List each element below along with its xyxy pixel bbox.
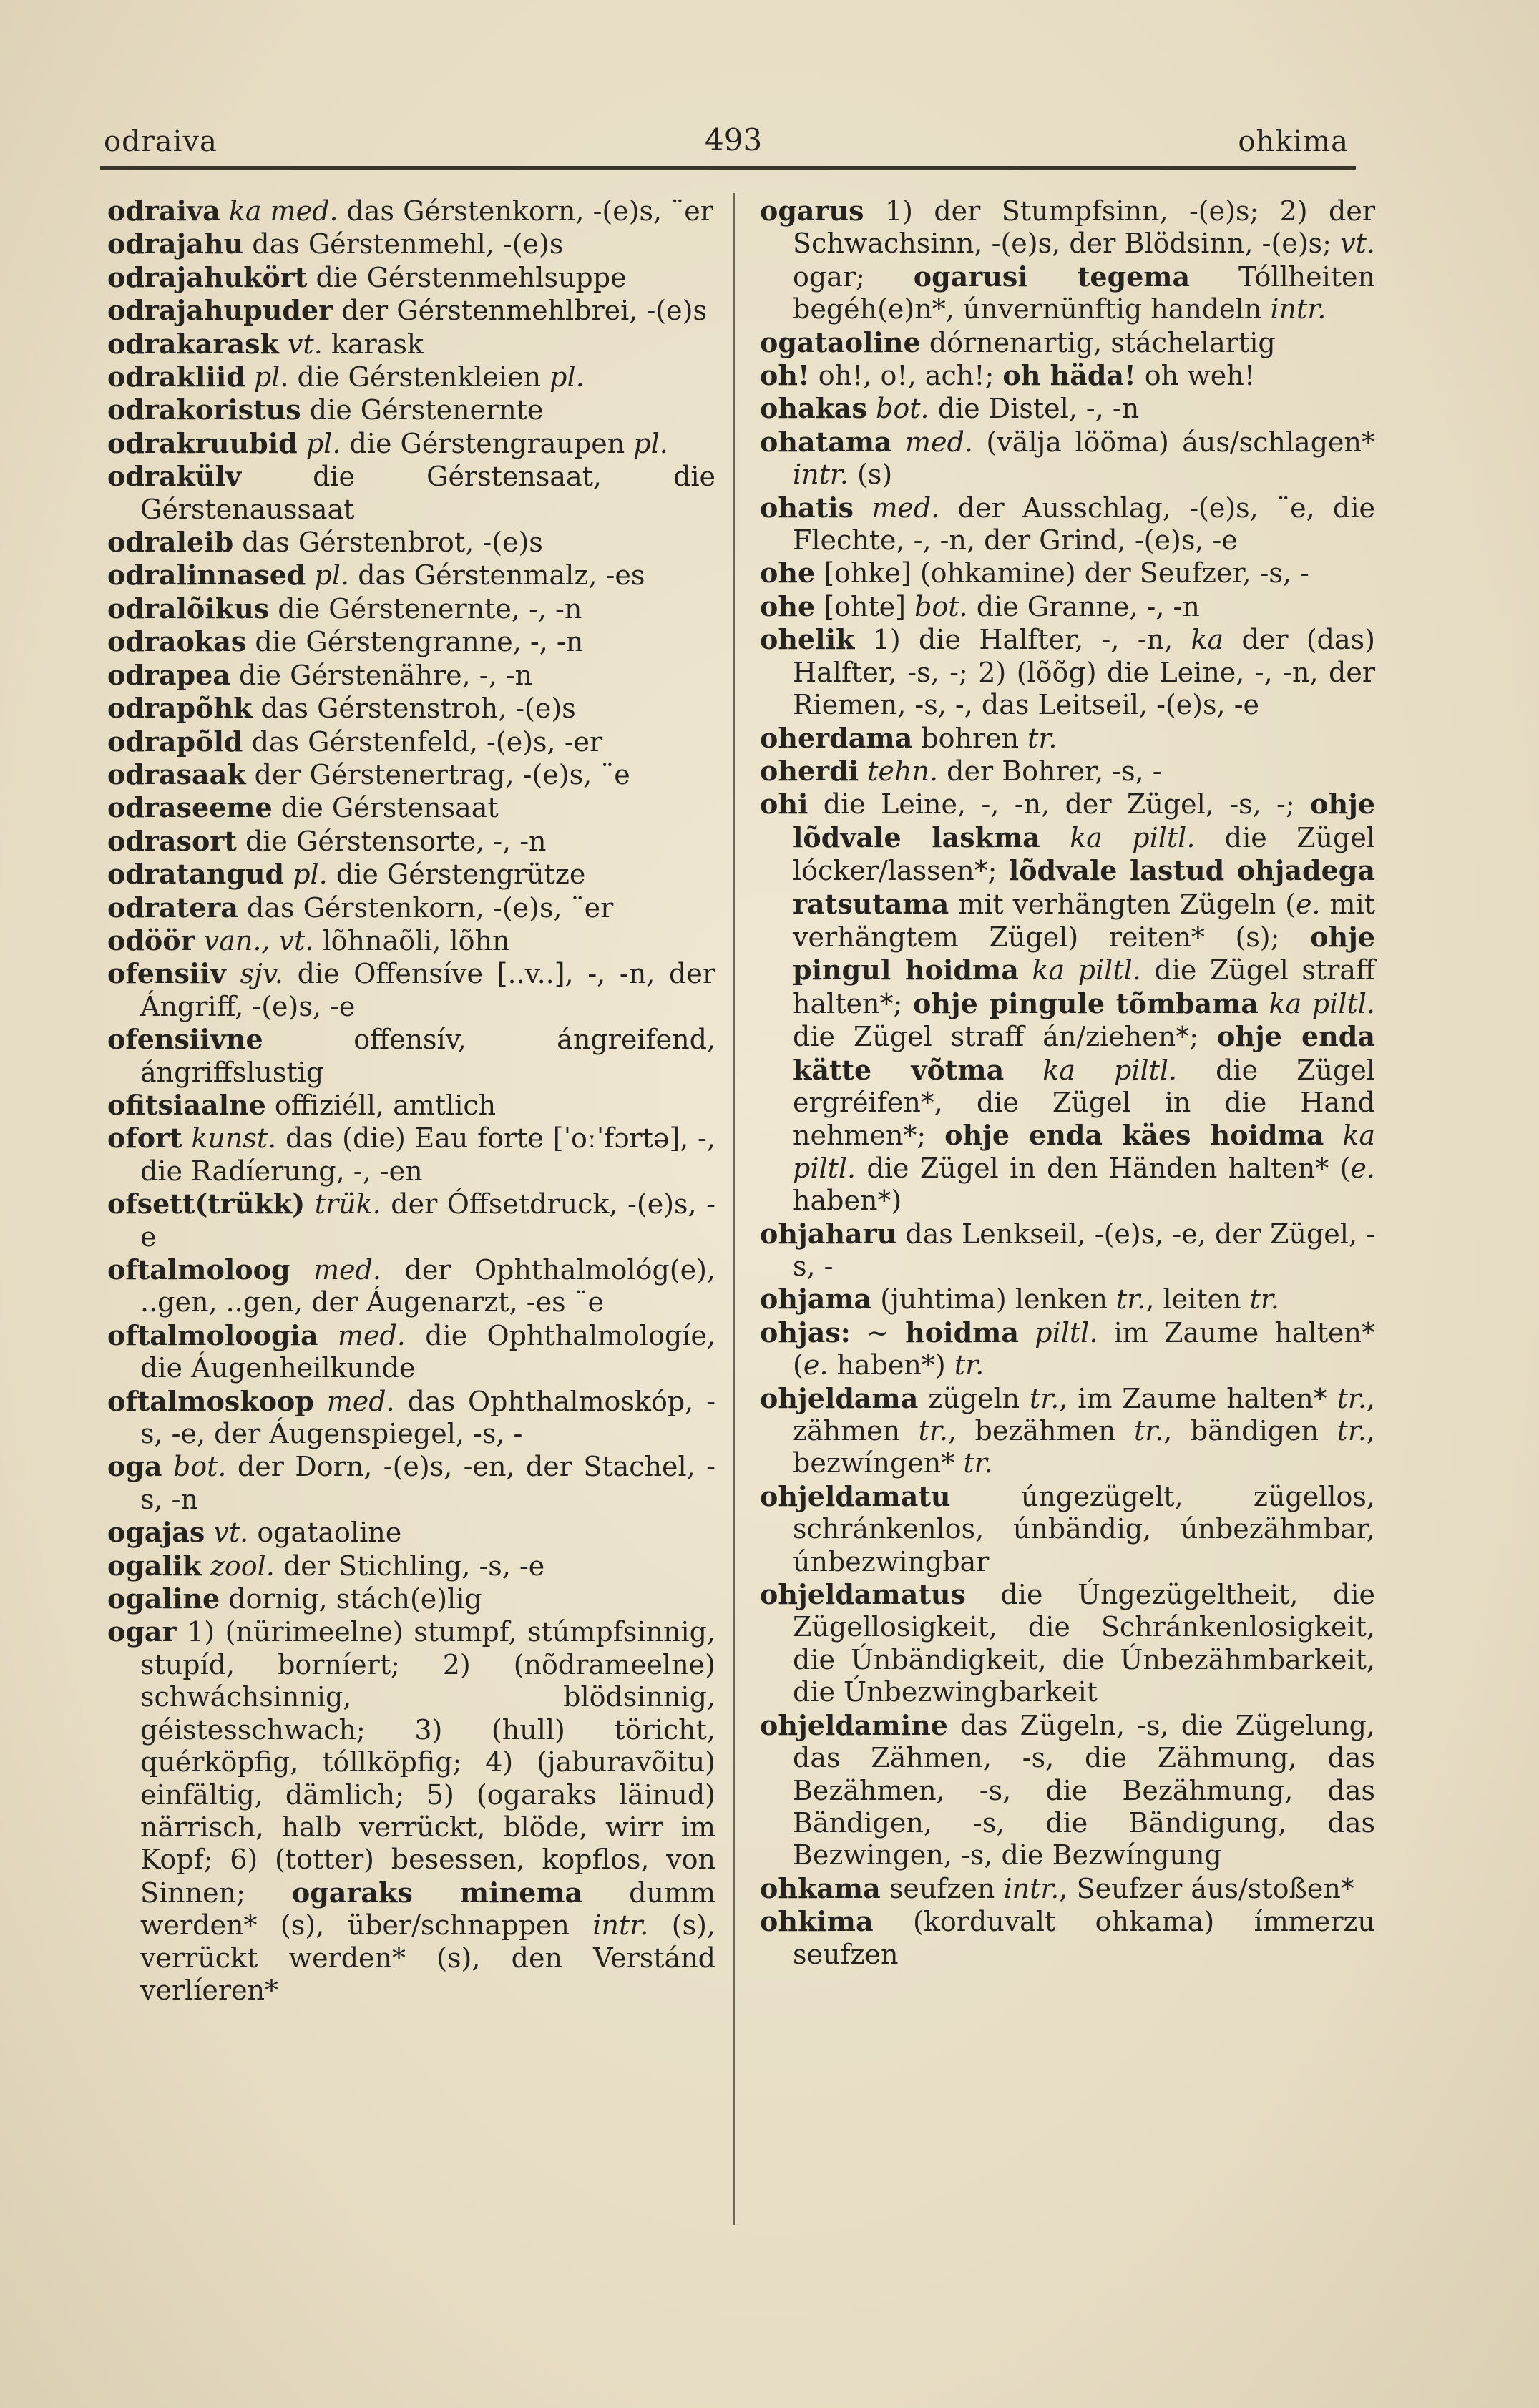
grammar-label: pl. <box>314 559 350 592</box>
dictionary-entry <box>107 393 715 426</box>
definition-text: [ohke] (ohkamine) der Seufzer, -s, - <box>815 557 1309 589</box>
definition-text: die Úngezügeltheit, die Zügellosigkeit, die Schránkenlosigkeit, die Únbändigkeit, die Únbezähmbarkeit, die Únbezwingbarkeit <box>793 1579 1375 1708</box>
definition-text: úngezügelt, zügellos, schránkenlos, únbändig, únbezähmbar, únbezwingbar <box>793 1480 1375 1577</box>
headword: odrakoristus <box>107 393 301 426</box>
definition-text <box>306 559 314 591</box>
definition-text: offiziéll, amtlich <box>265 1089 497 1121</box>
headword: odrakliid <box>107 361 245 393</box>
dictionary-entry <box>107 625 715 658</box>
definition-text: die Ophthalmologíe, die Áugenheilkunde <box>140 1319 715 1384</box>
dictionary-entry <box>760 326 1375 359</box>
definition-text: das Gérstenmehl, -(e)s <box>243 228 564 260</box>
dictionary-entry <box>107 1188 715 1253</box>
headword: ofort <box>107 1122 182 1155</box>
definition-text: das Gérstenbrot, -(e)s <box>233 527 543 559</box>
dictionary-entry <box>760 1905 1375 1971</box>
phrase: oh häda! <box>1002 359 1136 392</box>
dictionary-entry <box>107 1023 715 1089</box>
definition-text: das Gérstenfeld, -(e)s, -er <box>243 725 603 758</box>
grammar-label: intr. <box>592 1909 649 1942</box>
definition-text: die Distel, -, -n <box>929 393 1140 425</box>
dictionary-entry <box>760 1316 1375 1382</box>
definition-text <box>162 1451 173 1482</box>
phrase: ohje pingule tõmbama <box>912 987 1259 1019</box>
definition-text: , bezähmen <box>947 1415 1134 1447</box>
definition-text: 1) (nürimeelne) stumpf, stúmpfsinnig, stupíd, borníert; 2) (nõdrameelne) schwáchsinnig, blödsinnig, géistesschwach; 3) (hull) töricht, quérköpfig, tóllköpfig; 4) (jaburavõitu) einfältig, dämlich; 5) (ogaraks läinud) närrisch, halb verrückt, blöde, wirr im Kopf; 6) (totter) besessen, kopflos, von Sinnen; <box>140 1616 715 1909</box>
headword: odrapea <box>107 658 230 691</box>
dictionary-entry <box>107 261 715 294</box>
definition-text: die Gérstengraupen <box>341 427 634 459</box>
grammar-label: tr. <box>1133 1415 1164 1447</box>
definition-text <box>867 393 876 424</box>
headword: ofsett(trükk) <box>107 1188 306 1220</box>
headword: odrasaak <box>107 758 246 791</box>
definition-text: seufzen <box>880 1872 1004 1904</box>
headword: odrakarask <box>107 327 279 360</box>
dictionary-entry <box>107 692 715 725</box>
dictionary-entry <box>760 1578 1375 1709</box>
dictionary-entry <box>107 1385 715 1451</box>
grammar-label: piltl. <box>1035 1316 1098 1349</box>
definition-text <box>279 328 288 360</box>
grammar-label: pl. <box>633 427 668 459</box>
dictionary-entry <box>760 359 1375 392</box>
definition-text: der Ausschlag, -(e)s, ¨e, die Flechte, -, -n, der Grind, -(e)s, -e <box>793 491 1375 557</box>
definition-text: , zähmen <box>793 1382 1376 1447</box>
definition-text: die Gérstenernte <box>301 394 544 426</box>
dictionary-entry <box>760 195 1375 326</box>
grammar-label: ka piltl. <box>1042 1054 1178 1086</box>
left-guide-word: odraiva <box>104 125 218 158</box>
definition-text <box>182 1122 192 1154</box>
grammar-label: bot. <box>172 1451 227 1483</box>
grammar-label: ka <box>1191 624 1224 656</box>
definition-text: der Ophthalmológ(e), ..gen, ..gen, der Áugenarzt, -es ¨e <box>140 1254 715 1318</box>
definition-text: der Gérstenmehlbrei, -(e)s <box>333 295 707 327</box>
grammar-label: ka piltl. <box>1032 954 1141 987</box>
grammar-label: tehn. <box>867 755 939 787</box>
dictionary-entry <box>107 427 715 460</box>
definition-text: haben*) <box>828 1349 954 1381</box>
headword: odrajahupuder <box>107 294 333 327</box>
grammar-label: bot. <box>876 393 929 425</box>
headword: odraokas <box>107 625 247 658</box>
grammar-label: tr. <box>1337 1415 1367 1447</box>
dictionary-entry <box>107 294 715 327</box>
headword: ohe <box>760 589 816 622</box>
headword: ogalik <box>107 1549 202 1582</box>
headword: ofensiiv <box>107 957 226 990</box>
definition-text: lõhnaõli, lõhn <box>313 924 510 956</box>
phrase: ohje pingul hoidma <box>793 920 1375 987</box>
grammar-label: intr. <box>1270 293 1327 326</box>
definition-text <box>195 925 204 956</box>
definition-text: (juhtima) lenken <box>871 1283 1117 1316</box>
definition-text <box>1259 988 1269 1019</box>
headword: ohatis <box>760 491 854 524</box>
definition-text <box>1019 954 1032 986</box>
definition-text: der (das) Halfter, -s, -; 2) (lõõg) die Leine, -, -n, der Riemen, -s, -, das Leitseil, -(e)s, -e <box>793 624 1375 721</box>
grammar-label: tr. <box>1027 722 1057 754</box>
headword: ohjeldamatu <box>760 1479 951 1512</box>
definition-text <box>298 428 306 459</box>
definition-text: die Zügel in den Händen halten* ( <box>856 1152 1351 1184</box>
right-guide-word: ohkima <box>1238 125 1349 158</box>
definition-text: das Gérstenkorn, -(e)s, ¨er <box>338 195 713 227</box>
grammar-label: trük. <box>314 1188 381 1220</box>
headword: ohelik <box>760 623 855 656</box>
dictionary-entry <box>107 592 715 625</box>
phrase: ohje lõdvale laskma <box>793 788 1375 853</box>
definition-text: 1) die Halfter, -, -n, <box>854 624 1191 656</box>
grammar-label: intr. <box>1003 1872 1060 1904</box>
definition-text <box>1019 1317 1035 1349</box>
definition-text: der Stichling, -s, -e <box>274 1550 545 1582</box>
definition-text: die Granne, -, -n <box>967 590 1200 622</box>
headword: ohatama <box>760 425 892 458</box>
headword: ogajas <box>107 1516 205 1549</box>
dictionary-entry <box>760 1709 1375 1872</box>
grammar-label: med. <box>905 426 973 458</box>
dictionary-entry <box>107 858 715 891</box>
page-header <box>104 118 1349 168</box>
definition-text: der Gérstenertrag, -(e)s, ¨e <box>245 758 630 791</box>
definition-text: oh!, o!, ach!; <box>809 360 1003 392</box>
headword: odrasort <box>107 824 237 857</box>
headword: oherdi <box>760 754 859 787</box>
definition-text: Tóllheiten begéh(e)n*, únvernünftig handeln <box>793 260 1375 326</box>
grammar-label: ka piltl. <box>793 1120 1375 1184</box>
dictionary-entry <box>760 755 1375 788</box>
definition-text <box>290 1254 314 1286</box>
dictionary-entry <box>107 1615 715 2007</box>
dictionary-entry <box>107 1450 715 1516</box>
grammar-label: pl. <box>306 427 341 459</box>
headword: ofitsiaalne <box>107 1088 266 1121</box>
headword: ohakas <box>760 392 867 425</box>
headword: ohkima <box>760 1905 874 1938</box>
header-rule <box>100 166 1356 170</box>
dictionary-entry <box>107 1319 715 1385</box>
definition-text: (s), verrückt werden* (s), den Verstánd verlíeren* <box>140 1909 716 2006</box>
grammar-label: bot. <box>914 590 968 622</box>
dictionary-entry <box>107 1089 715 1122</box>
grammar-label: ka med. <box>228 195 338 227</box>
definition-text: das Zügeln, -s, die Zügelung, das Zähmen, -s, die Zähmung, das Bezähmen, -s, die Bezähmung, das Bändigen, -s, die Bändigung, das Bezwingen, -s, die Bezwíngung <box>793 1709 1375 1871</box>
dictionary-entry <box>107 725 715 758</box>
definition-text: dornig, stách(e)lig <box>220 1583 482 1615</box>
definition-text: 1) der Stumpfsinn, -(e)s; 2) der Schwachsinn, -(e)s, der Blödsinn, -(e)s; <box>793 195 1375 260</box>
headword: ohjeldama <box>760 1381 919 1414</box>
dictionary-entry <box>107 1550 715 1582</box>
definition-text <box>859 755 867 787</box>
grammar-label: tr. <box>1116 1283 1146 1316</box>
definition-text: dórnenartig, stáchelartig <box>920 326 1276 358</box>
dictionary-entry <box>107 460 715 526</box>
dictionary-entry <box>107 758 715 791</box>
grammar-label: e. <box>1350 1152 1375 1184</box>
dictionary-entry <box>107 526 715 559</box>
grammar-label: ka piltl. <box>1269 987 1375 1019</box>
grammar-label: intr. <box>793 459 849 491</box>
headword: odrapõhk <box>107 692 253 725</box>
definition-text: ogataoline <box>248 1517 402 1549</box>
definition-text <box>1324 1120 1342 1151</box>
headword: ogarus <box>760 195 864 227</box>
dictionary-entry <box>107 1516 715 1549</box>
headword: odratera <box>107 891 238 924</box>
dictionary-entry <box>760 788 1375 1217</box>
headword: odrajahukört <box>107 260 308 293</box>
dictionary-entry <box>107 195 715 227</box>
dictionary-entry <box>760 623 1375 721</box>
headword: ohkama <box>760 1871 881 1904</box>
headword: odralõikus <box>107 592 270 625</box>
definition-text: die Zügel lócker/lassen*; <box>793 821 1375 887</box>
headword: ohjama <box>760 1283 872 1316</box>
headword: oftalmoloogia <box>107 1318 318 1351</box>
dictionary-entry <box>107 891 715 924</box>
headword: ogaline <box>107 1582 220 1615</box>
definition-text: der Bohrer, -s, - <box>938 755 1162 787</box>
headword: ofensiivne <box>107 1023 263 1056</box>
grammar-label: med. <box>313 1254 382 1286</box>
definition-text: haben*) <box>793 1185 902 1217</box>
left-column <box>107 195 715 2007</box>
definition-text: die Gérstengrütze <box>327 858 586 891</box>
headword: odöör <box>107 924 195 956</box>
dictionary-entry <box>760 1480 1375 1578</box>
headword: ohjaharu <box>760 1217 897 1250</box>
grammar-label: pl. <box>293 858 328 891</box>
definition-text: die Gérstenernte, -, -n <box>269 592 582 625</box>
right-column <box>760 195 1375 1971</box>
headword: ohjas: <box>760 1316 851 1349</box>
phrase: ogaraks minema <box>291 1876 583 1909</box>
grammar-label: ka piltl. <box>1070 821 1196 853</box>
definition-text: die Gérstensaat <box>272 792 499 824</box>
definition-text <box>854 492 871 524</box>
dictionary-entry <box>107 328 715 361</box>
grammar-label: pl. <box>549 361 585 393</box>
definition-text: , bezwíngen* <box>793 1415 1375 1479</box>
definition-text <box>314 1386 327 1417</box>
dictionary-entry <box>107 825 715 858</box>
definition-text: bohren <box>912 722 1028 754</box>
dictionary-entry <box>107 791 715 824</box>
definition-text <box>245 361 254 393</box>
phrase: ohje enda kätte võtma <box>793 1020 1375 1086</box>
definition-text: das Ophthalmoskóp, -s, -e, der Áugenspiegel, -s, - <box>140 1385 715 1450</box>
definition-text: mit verhängtem Zügel) reiten* (s); <box>793 888 1375 953</box>
dictionary-entry <box>107 1582 715 1615</box>
dictionary-entry <box>760 426 1375 491</box>
grammar-label: zool. <box>210 1550 275 1582</box>
definition-text: das Gérstenkorn, -(e)s, ¨er <box>238 891 614 924</box>
headword: oftalmoloog <box>107 1253 290 1286</box>
definition-text: oh weh! <box>1135 360 1255 392</box>
dictionary-entry <box>107 1253 715 1319</box>
headword: ohi <box>760 788 808 821</box>
definition-text: (välja lööma) áus/schlagen* <box>972 426 1375 458</box>
dictionary-entry <box>760 1872 1375 1905</box>
grammar-label: vt. <box>287 328 323 360</box>
definition-text <box>205 1517 213 1548</box>
definition-text <box>284 858 293 890</box>
grammar-label: med. <box>871 491 940 524</box>
definition-text: ogar; <box>793 260 914 293</box>
definition-text: der Óffsetdruck, -(e)s, -e <box>140 1188 715 1253</box>
dictionary-entry <box>760 1382 1375 1480</box>
dictionary-entry <box>107 227 715 260</box>
headword: ohe <box>760 557 816 589</box>
headword: ogataoline <box>760 326 921 358</box>
dictionary-entry <box>760 722 1375 755</box>
definition-text: , bändigen <box>1163 1415 1337 1447</box>
grammar-label: med. <box>337 1319 406 1351</box>
dictionary-entry <box>760 1218 1375 1283</box>
definition-text: dumm werden* (s), über/schnappen <box>140 1876 715 1942</box>
definition-text: [ohte] <box>815 590 915 622</box>
definition-text: mit verhängten Zügeln ( <box>949 888 1296 920</box>
definition-text: der Dorn, -(e)s, -en, der Stachel, -s, -n <box>140 1451 715 1515</box>
definition-text: (s) <box>848 459 893 491</box>
definition-text <box>226 958 240 989</box>
definition-text: das Gérstenstroh, -(e)s <box>252 692 576 725</box>
dictionary-entry <box>107 1122 715 1188</box>
grammar-label: pl. <box>253 361 289 393</box>
dictionary-entry <box>760 392 1375 425</box>
headword: oherdama <box>760 721 913 754</box>
grammar-label: kunst. <box>191 1122 277 1155</box>
grammar-label: tr. <box>1337 1382 1367 1414</box>
grammar-label: vt. <box>213 1517 249 1549</box>
definition-text: die Offensíve [..v..], -, -n, der Ángriff, -(e)s, -e <box>140 958 715 1022</box>
definition-text: ~ <box>850 1316 906 1349</box>
headword: ohjeldamatus <box>760 1578 966 1611</box>
dictionary-entry <box>760 1283 1375 1316</box>
grammar-label: tr. <box>954 1349 985 1381</box>
definition-text: , leiten <box>1145 1283 1250 1316</box>
definition-text <box>220 195 229 227</box>
grammar-label: e. <box>1295 888 1321 920</box>
definition-text: die Gérstengranne, -, -n <box>246 626 584 658</box>
grammar-label: vt. <box>1340 227 1375 260</box>
dictionary-entry <box>760 590 1375 623</box>
headword: oh! <box>760 359 810 392</box>
dictionary-entry <box>107 559 715 592</box>
dictionary-entry <box>760 557 1375 589</box>
definition-text: die Zügel straff án/ziehen*; <box>793 1021 1217 1053</box>
definition-text: , im Zaume halten* <box>1059 1382 1337 1414</box>
headword: ohjeldamine <box>760 1708 948 1741</box>
dictionary-entry <box>107 659 715 692</box>
headword: odrapõld <box>107 725 243 758</box>
dictionary-entry <box>107 361 715 393</box>
definition-text: die Zügel ergréifen*, die Zügel in die Hand nehmen*; <box>793 1054 1375 1152</box>
phrase: hoidma <box>905 1316 1019 1349</box>
definition-text: offensív, ángreifend, ángriffslustig <box>140 1024 715 1088</box>
phrase: ohje enda käes hoidma <box>944 1119 1324 1152</box>
definition-text: zügeln <box>918 1382 1030 1414</box>
headword: odraseeme <box>107 791 273 824</box>
definition-text: karask <box>322 328 424 360</box>
definition-text: die Gérstenmehlsuppe <box>307 261 627 293</box>
definition-text <box>318 1320 338 1351</box>
definition-text: , Seufzer áus/stoßen* <box>1059 1872 1354 1904</box>
grammar-label: van., vt. <box>203 924 314 956</box>
grammar-label: tr. <box>1030 1382 1060 1414</box>
definition-text <box>202 1550 210 1582</box>
headword: ogar <box>107 1615 177 1648</box>
definition-text: im Zaume halten* ( <box>793 1316 1375 1381</box>
definition-text <box>1004 1054 1042 1086</box>
definition-text: die Gérstenkleien <box>288 361 550 393</box>
headword: odraiva <box>107 195 220 227</box>
definition-text: die Gérstenähre, -, -n <box>230 659 533 691</box>
dictionary-entry <box>107 924 715 957</box>
dictionary-entry <box>760 491 1375 557</box>
definition-text <box>892 426 905 458</box>
definition-text: (korduvalt ohkama) ímmerzu seufzen <box>793 1906 1375 1970</box>
grammar-label: med. <box>326 1385 395 1417</box>
grammar-label: tr. <box>1249 1283 1279 1316</box>
headword: odrakülv <box>107 460 242 493</box>
grammar-label: sjv. <box>240 958 283 990</box>
definition-text: die Gérstensorte, -, -n <box>236 825 547 857</box>
grammar-label: tr. <box>918 1415 948 1447</box>
definition-text: die Leine, -, -n, der Zügel, -s, -; <box>808 788 1311 821</box>
headword: odrakruubid <box>107 426 298 459</box>
grammar-label: tr. <box>963 1447 993 1479</box>
headword: odralinnased <box>107 559 306 592</box>
definition-text: das Gérstenmalz, -es <box>349 559 645 592</box>
definition-text <box>1040 822 1070 853</box>
page-number: 493 <box>705 122 763 157</box>
headword: odratangud <box>107 858 285 891</box>
grammar-label: e. <box>803 1349 829 1381</box>
definition-text: das Lenkseil, -(e)s, -e, der Zügel, -s, - <box>793 1218 1375 1282</box>
phrase: lõdvale lastud ohjadega ratsutama <box>793 854 1375 920</box>
definition-text: die Zügel straff halten*; <box>793 954 1375 1019</box>
definition-text: die Gérstensaat, die Gérstenaussaat <box>140 461 715 525</box>
definition-text: das (die) Eau forte [ˈoːˈfɔrtə], -, die Radíerung, -, -en <box>140 1122 715 1187</box>
definition-text <box>305 1188 315 1220</box>
headword: oga <box>107 1450 162 1483</box>
column-divider <box>733 193 735 2225</box>
headword: oftalmoskoop <box>107 1384 314 1417</box>
dictionary-entry <box>107 957 715 1023</box>
headword: odraleib <box>107 526 234 559</box>
phrase: ogarusi tegema <box>913 260 1191 293</box>
headword: odrajahu <box>107 227 244 260</box>
